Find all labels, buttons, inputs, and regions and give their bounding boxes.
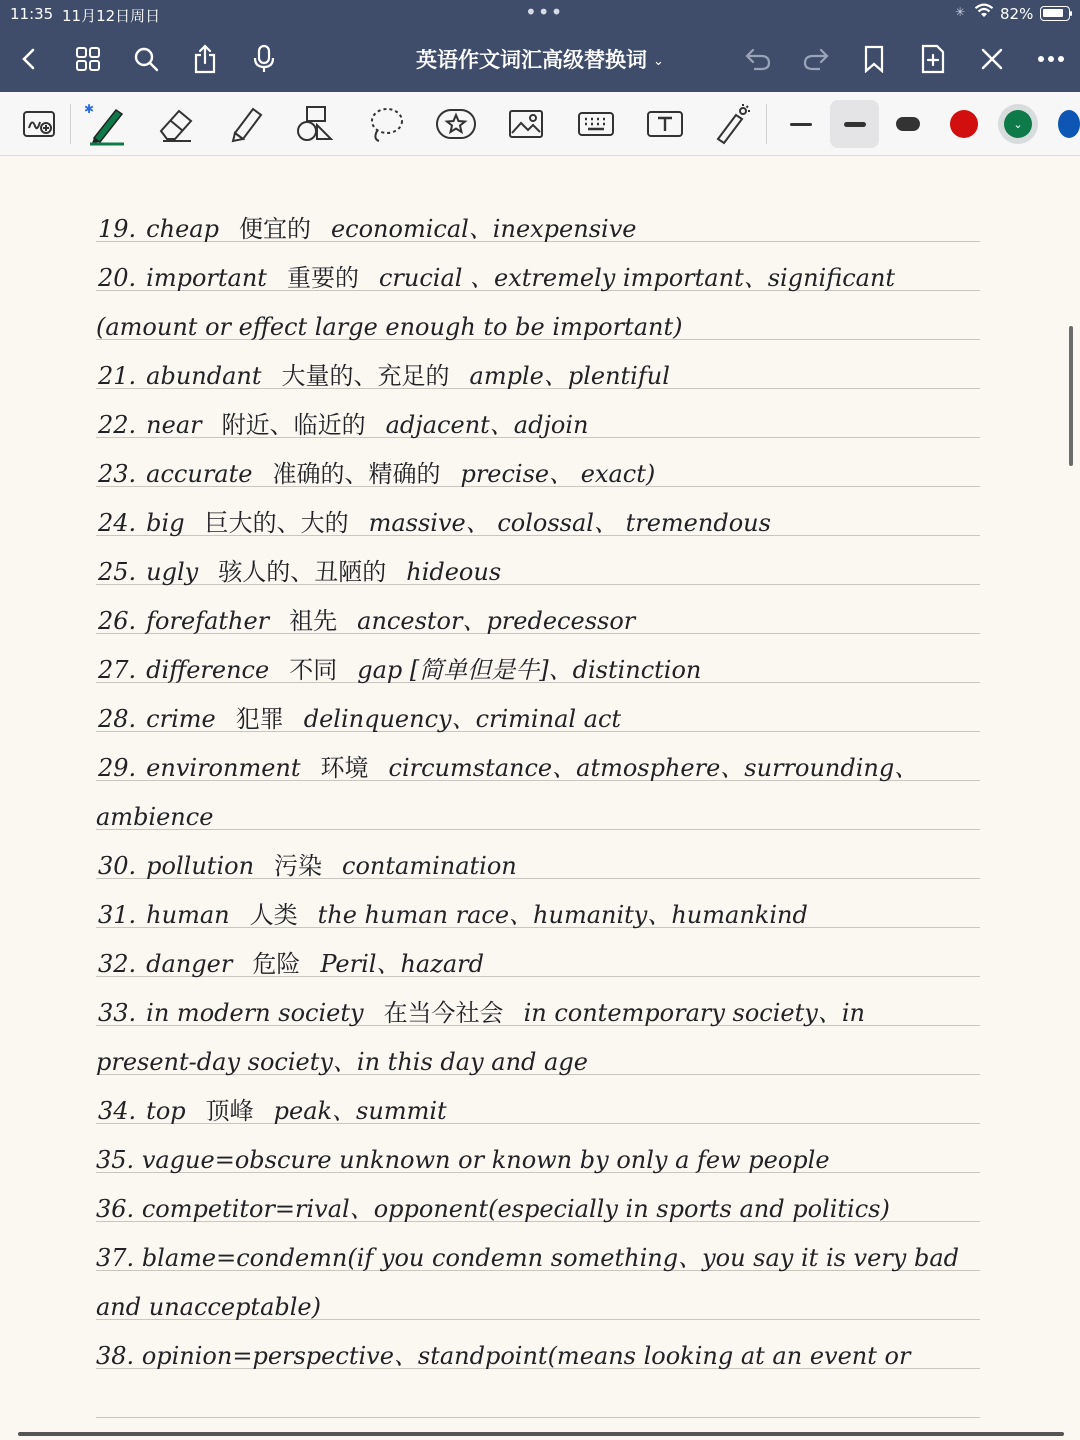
- note-entry: [96, 746, 996, 790]
- note-entry: [96, 1334, 996, 1378]
- entry-number: 35.: [96, 1146, 135, 1174]
- entry-synonyms: crucial 、extremely important、significant: [378, 264, 896, 292]
- color-red[interactable]: [940, 100, 988, 148]
- status-date: 11月12日周日: [62, 7, 161, 25]
- chevron-down-icon: ⌄: [653, 53, 664, 69]
- redo-icon[interactable]: [799, 42, 833, 76]
- status-time: 11:35: [10, 5, 54, 23]
- scroll-indicator[interactable]: [1069, 326, 1073, 466]
- entry-word: cheap: [146, 215, 219, 243]
- grid-view-icon[interactable]: [71, 42, 105, 76]
- color-swatch-blue: [1058, 110, 1080, 138]
- note-entry: [96, 1138, 996, 1182]
- top-bar: [0, 0, 1080, 92]
- entry-word: big: [146, 509, 185, 537]
- entry-number: 29.: [96, 746, 138, 790]
- entry-number: 27.: [96, 648, 138, 692]
- entry-word: crime: [146, 705, 216, 733]
- entry-chinese-meaning: 不同: [277, 648, 349, 692]
- color-blue[interactable]: [1046, 100, 1080, 148]
- entry-word: accurate: [146, 460, 253, 488]
- stroke-thin-icon: [790, 123, 812, 126]
- entry-synonyms: delinquency、criminal act: [303, 705, 622, 733]
- note-entry: [96, 893, 996, 937]
- note-entry: [96, 1089, 996, 1133]
- drawing-toolbar: [0, 92, 1080, 156]
- entry-number: 32.: [96, 942, 138, 986]
- entry-number: 36.: [96, 1195, 135, 1223]
- entry-word: forefather: [146, 607, 270, 635]
- continuation-text: (amount or effect large enough to be important): [96, 313, 683, 341]
- entry-chinese-meaning: 准确的、精确的: [260, 452, 452, 496]
- entry-chinese-meaning: 人类: [238, 893, 310, 937]
- color-swatch-green: ⌄: [1004, 110, 1032, 138]
- entry-word: top: [146, 1097, 186, 1125]
- lasso-icon[interactable]: [362, 100, 410, 148]
- entry-number: 34.: [96, 1089, 138, 1133]
- document-title-text: 英语作文词汇高级替换词: [416, 48, 648, 72]
- eraser-icon[interactable]: [152, 100, 200, 148]
- entry-number: 31.: [96, 893, 138, 937]
- continuation-text: and unacceptable): [96, 1293, 321, 1321]
- multitasking-dots-icon[interactable]: •••: [525, 0, 564, 24]
- note-entry: [96, 207, 996, 251]
- entry-synonyms: hideous: [406, 558, 502, 586]
- entry-synonyms: precise、 exact): [460, 460, 656, 488]
- entry-chinese-meaning: 犯罪: [224, 697, 296, 741]
- entry-synonyms: circumstance、atmosphere、surrounding、: [388, 754, 919, 782]
- add-page-icon[interactable]: [916, 42, 950, 76]
- note-continuation-line: [96, 1040, 996, 1084]
- more-options-icon[interactable]: [1034, 42, 1068, 76]
- wifi-icon: [974, 3, 994, 19]
- note-entry: [96, 501, 996, 545]
- entry-synonyms: ample、plentiful: [469, 362, 670, 390]
- handwriting-to-text-icon[interactable]: [16, 100, 64, 148]
- microphone-icon[interactable]: [247, 42, 281, 76]
- note-entry: [96, 991, 996, 1035]
- note-continuation-line: [96, 305, 996, 349]
- share-icon[interactable]: [188, 42, 222, 76]
- image-icon[interactable]: [502, 100, 550, 148]
- highlighted-entry: [96, 1334, 924, 1378]
- entry-synonyms: massive、 colossal、 tremendous: [368, 509, 771, 537]
- entry-number: 25.: [96, 550, 138, 594]
- stroke-thick-icon: [896, 117, 920, 131]
- continuation-text: present-day society、in this day and age: [96, 1048, 588, 1076]
- entry-chinese-meaning: 祖先: [277, 599, 349, 643]
- note-entry: [96, 697, 996, 741]
- ruled-line: [96, 1417, 980, 1418]
- battery-percentage: 82%: [1000, 5, 1034, 23]
- entry-chinese-meaning: 骇人的、丑陋的: [206, 550, 398, 594]
- entry-synonyms: the human race、humanity、humankind: [317, 901, 808, 929]
- entry-number: 23.: [96, 452, 138, 496]
- entry-number: 38.: [96, 1342, 135, 1370]
- note-entry: [96, 452, 996, 496]
- stroke-medium-icon: [844, 122, 866, 127]
- stroke-thin[interactable]: [777, 100, 825, 148]
- entry-definition: blame=condemn(if you condemn something、you say it is very bad: [141, 1244, 960, 1272]
- entry-word: important: [146, 264, 267, 292]
- selected-color-ring: [998, 104, 1038, 144]
- highlighted-entry: [96, 1187, 904, 1231]
- entry-word: human: [146, 901, 230, 929]
- entry-word: pollution: [146, 852, 255, 880]
- entry-number: 28.: [96, 697, 138, 741]
- battery-icon: [1040, 6, 1070, 21]
- entry-synonyms: adjacent、adjoin: [385, 411, 589, 439]
- bookmark-icon[interactable]: [857, 42, 891, 76]
- entry-number: 30.: [96, 844, 138, 888]
- entry-number: 33.: [96, 991, 138, 1035]
- entry-definition: vague=obscure unknown or known by only a few people: [141, 1146, 830, 1174]
- entry-number: 21.: [96, 354, 138, 398]
- continuation-text: ambience: [96, 803, 214, 831]
- keyboard-icon[interactable]: [572, 100, 620, 148]
- note-entry: [96, 648, 996, 692]
- highlighted-entry: [96, 1236, 973, 1280]
- entry-chinese-meaning: 顶峰: [194, 1089, 266, 1133]
- entry-definition: competitor=rival、opponent(especially in sports and politics): [141, 1195, 890, 1223]
- stroke-medium[interactable]: [830, 100, 879, 148]
- activity-icon: ✳: [955, 5, 966, 19]
- highlighted-entry: [96, 1138, 844, 1182]
- note-continuation-line: [96, 795, 996, 839]
- entry-synonyms: economical、inexpensive: [330, 215, 637, 243]
- entry-word: in modern society: [146, 999, 364, 1027]
- close-toolbar-icon[interactable]: [975, 42, 1009, 76]
- entry-synonyms: in contemporary society、in: [523, 999, 865, 1027]
- svg-text:✱: ✱: [84, 102, 95, 116]
- entry-synonyms: gap [简单但是牛]、distinction: [357, 656, 702, 684]
- note-entry: [96, 599, 996, 643]
- note-entry: [96, 403, 996, 447]
- entry-number: 24.: [96, 501, 138, 545]
- shapes-icon[interactable]: [292, 100, 340, 148]
- entry-synonyms: Peril、hazard: [320, 950, 484, 978]
- entry-word: ugly: [146, 558, 199, 586]
- entry-chinese-meaning: 附近、临近的: [210, 403, 378, 447]
- entry-synonyms: peak、summit: [273, 1097, 447, 1125]
- note-entry: [96, 550, 996, 594]
- status-bar: [0, 0, 1080, 28]
- entry-chinese-meaning: 巨大的、大的: [193, 501, 361, 545]
- sticker-icon[interactable]: [432, 100, 480, 148]
- note-entry: [96, 942, 996, 986]
- entry-synonyms: contamination: [342, 852, 517, 880]
- entry-word: abundant: [146, 362, 262, 390]
- note-continuation-line: [96, 1285, 996, 1329]
- undo-icon[interactable]: [741, 42, 775, 76]
- highlighter-icon[interactable]: [222, 100, 270, 148]
- entry-synonyms: ancestor、predecessor: [357, 607, 636, 635]
- entry-chinese-meaning: 环境: [309, 746, 381, 790]
- color-green-selected[interactable]: [994, 100, 1042, 148]
- note-entry: [96, 354, 996, 398]
- home-indicator[interactable]: [18, 1432, 1064, 1436]
- entry-word: danger: [146, 950, 233, 978]
- entry-number: 22.: [96, 403, 138, 447]
- entry-word: environment: [146, 754, 301, 782]
- stroke-thick[interactable]: [884, 100, 932, 148]
- note-entry: [96, 1236, 996, 1280]
- entry-word: near: [146, 411, 202, 439]
- entry-chinese-meaning: 污染: [262, 844, 334, 888]
- entry-number: 37.: [96, 1244, 135, 1272]
- entry-word: difference: [146, 656, 270, 684]
- search-icon[interactable]: [129, 42, 163, 76]
- note-entry: [96, 1187, 996, 1231]
- note-entry: [96, 256, 996, 300]
- entry-number: 20.: [96, 256, 138, 300]
- text-icon[interactable]: [641, 100, 689, 148]
- entry-number: 26.: [96, 599, 138, 643]
- entry-definition: opinion=perspective、standpoint(means looking at an event or: [141, 1342, 911, 1370]
- pen-icon[interactable]: [82, 100, 130, 148]
- navigation-bar: [0, 32, 1080, 88]
- entry-chinese-meaning: 便宜的: [227, 207, 323, 251]
- entry-chinese-meaning: 危险: [240, 942, 312, 986]
- note-entry: [96, 844, 996, 888]
- document-title[interactable]: [360, 44, 720, 74]
- entry-chinese-meaning: 在当今社会: [372, 991, 516, 1035]
- color-swatch-red: [950, 110, 978, 138]
- entry-number: 19.: [96, 207, 138, 251]
- notebook-page[interactable]: [0, 157, 1080, 1440]
- back-icon[interactable]: [12, 42, 46, 76]
- entry-chinese-meaning: 大量的、充足的: [270, 354, 462, 398]
- laser-pointer-icon[interactable]: [707, 100, 755, 148]
- entry-chinese-meaning: 重要的: [275, 256, 371, 300]
